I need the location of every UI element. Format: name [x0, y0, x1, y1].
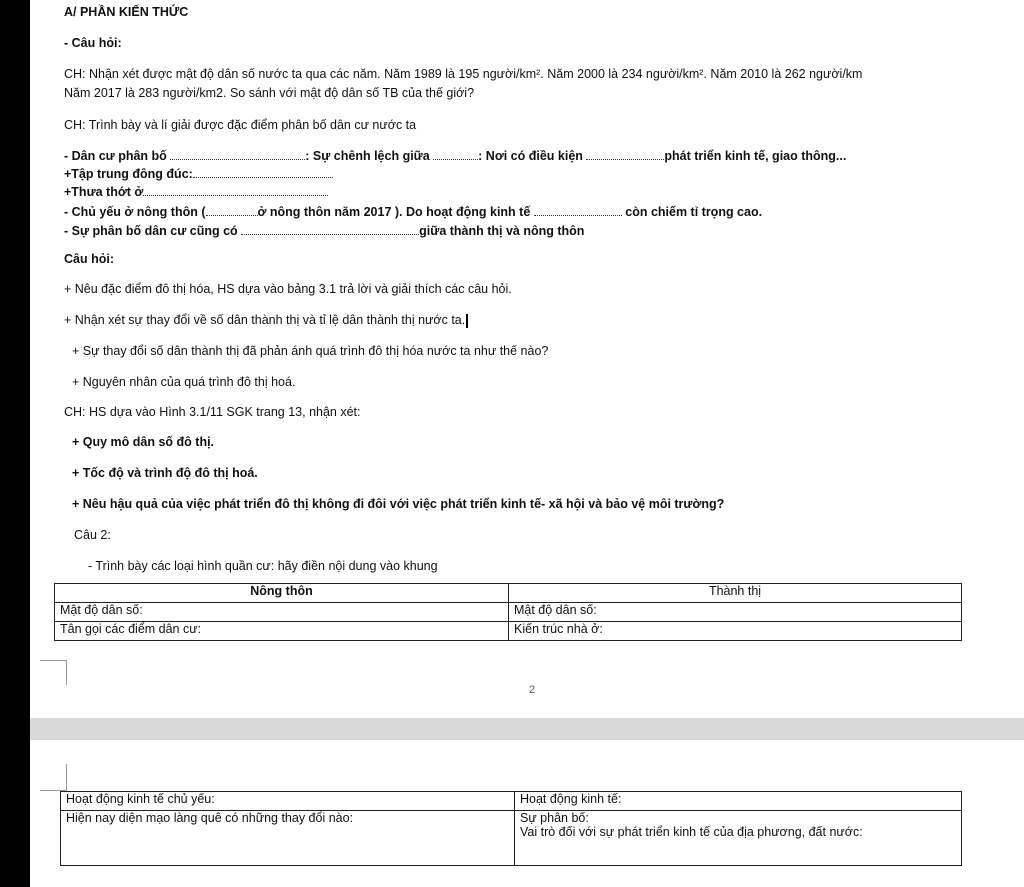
question-text: CH: Trình bày và lí giải được đặc điểm phân bố dân cư nước ta [64, 118, 417, 132]
fill-text: còn chiếm tỉ trọng cao. [625, 205, 763, 219]
table-cell: Kiến trúc nhà ở: [509, 622, 962, 641]
question-item: + Nguyên nhân của quá trình đô thị hoá. [72, 375, 296, 389]
question-item: + Sự thay đổi số dân thành thị đã phản ánh quá trình đô thị hóa nước ta như thế nào? [72, 344, 549, 358]
fill-in-line [64, 204, 762, 220]
text-cursor [466, 314, 468, 328]
question-label: - Câu hỏi: [64, 36, 122, 50]
fill-text: phát triển kinh tế, giao thông... [664, 149, 847, 163]
blank [193, 167, 333, 178]
blank [241, 224, 419, 235]
page-gap [30, 718, 1024, 740]
settlement-table [54, 583, 962, 641]
table-cell: Mật độ dân số: [509, 603, 962, 622]
question-label: Câu hỏi: [64, 252, 114, 266]
section-heading: A/ PHẦN KIẾN THỨC [64, 5, 189, 19]
cell-line: Vai trò đối với sự phát triển kinh tế của địa phương, đất nước: [520, 825, 863, 839]
fill-text: - Dân cư phân bố [64, 149, 167, 163]
fill-text: ở nông thôn năm 2017 ). Do hoạt động kinh tế [257, 205, 531, 219]
question-item: + Nêu đặc điểm đô thị hóa, HS dựa vào bảng 3.1 trả lời và giải thích các câu hỏi. [64, 282, 512, 296]
table-header: Nông thôn [55, 584, 509, 603]
fill-in-line [64, 148, 846, 164]
blank [534, 205, 622, 216]
blank [586, 149, 664, 160]
table-cell: Hoạt động kinh tế chủ yếu: [61, 792, 515, 811]
question-text: CH: Nhận xét được mật độ dân số nước ta qua các năm. Năm 1989 là 195 người/km². Năm 2000 là 234 người/km². Năm 2010 là 262 người/km [64, 67, 863, 81]
page-number: 2 [529, 684, 536, 696]
margin-corner-mark [40, 660, 67, 685]
blank [170, 149, 305, 160]
economy-table [60, 791, 962, 866]
table-cell: Hiện nay diện mạo làng quê có những thay đổi nào: [61, 811, 515, 866]
cell-line: Sự phân bố: [520, 811, 589, 825]
bullet-item: - Trình bày các loại hình quần cư: hãy điền nội dung vào khung [88, 559, 438, 573]
blank [206, 205, 258, 216]
question-label: Câu 2: [74, 528, 111, 542]
table-cell: Tân gọi các điểm dân cư: [55, 622, 509, 641]
fill-text: +Tập trung đông đúc: [64, 167, 193, 181]
fill-text: : Sự chênh lệch giữa [305, 149, 430, 163]
question-text: Năm 2017 là 283 người/km2. So sánh với mật độ dân số TB của thế giới? [64, 86, 475, 100]
fill-in-line [64, 223, 584, 239]
document-page-1 [30, 0, 1024, 718]
fill-in-line [64, 184, 328, 200]
margin-corner-mark [40, 764, 67, 791]
fill-text: - Chủ yếu ở nông thôn ( [64, 205, 206, 219]
bold-item: + Tốc độ và trình độ đô thị hoá. [72, 466, 258, 480]
question-item [64, 312, 468, 328]
document-page-2 [30, 740, 1024, 887]
fill-text: giữa thành thị và nông thôn [419, 224, 585, 238]
question-text: CH: HS dựa vào Hình 3.1/11 SGK trang 13, nhận xét: [64, 405, 361, 419]
bold-item: + Quy mô dân số đô thị. [72, 435, 215, 449]
blank [143, 185, 328, 196]
fill-text: +Thưa thớt ở [64, 185, 144, 199]
blank [433, 149, 478, 160]
fill-text: - Sự phân bố dân cư cũng có [64, 224, 238, 238]
fill-text: : Nơi có điều kiện [478, 149, 583, 163]
table-cell [515, 811, 962, 866]
table-cell: Mật độ dân số: [55, 603, 509, 622]
table-cell: Hoạt động kinh tế: [515, 792, 962, 811]
bold-item: + Nêu hậu quả của việc phát triển đô thị không đi đôi với việc phát triển kinh tế- xã hội và bảo vệ môi trường? [72, 497, 725, 511]
table-header: Thành thị [509, 584, 962, 603]
fill-in-line [64, 166, 333, 182]
question-item-text: + Nhận xét sự thay đổi về số dân thành thị và tỉ lệ dân thành thị nước ta. [64, 313, 466, 327]
